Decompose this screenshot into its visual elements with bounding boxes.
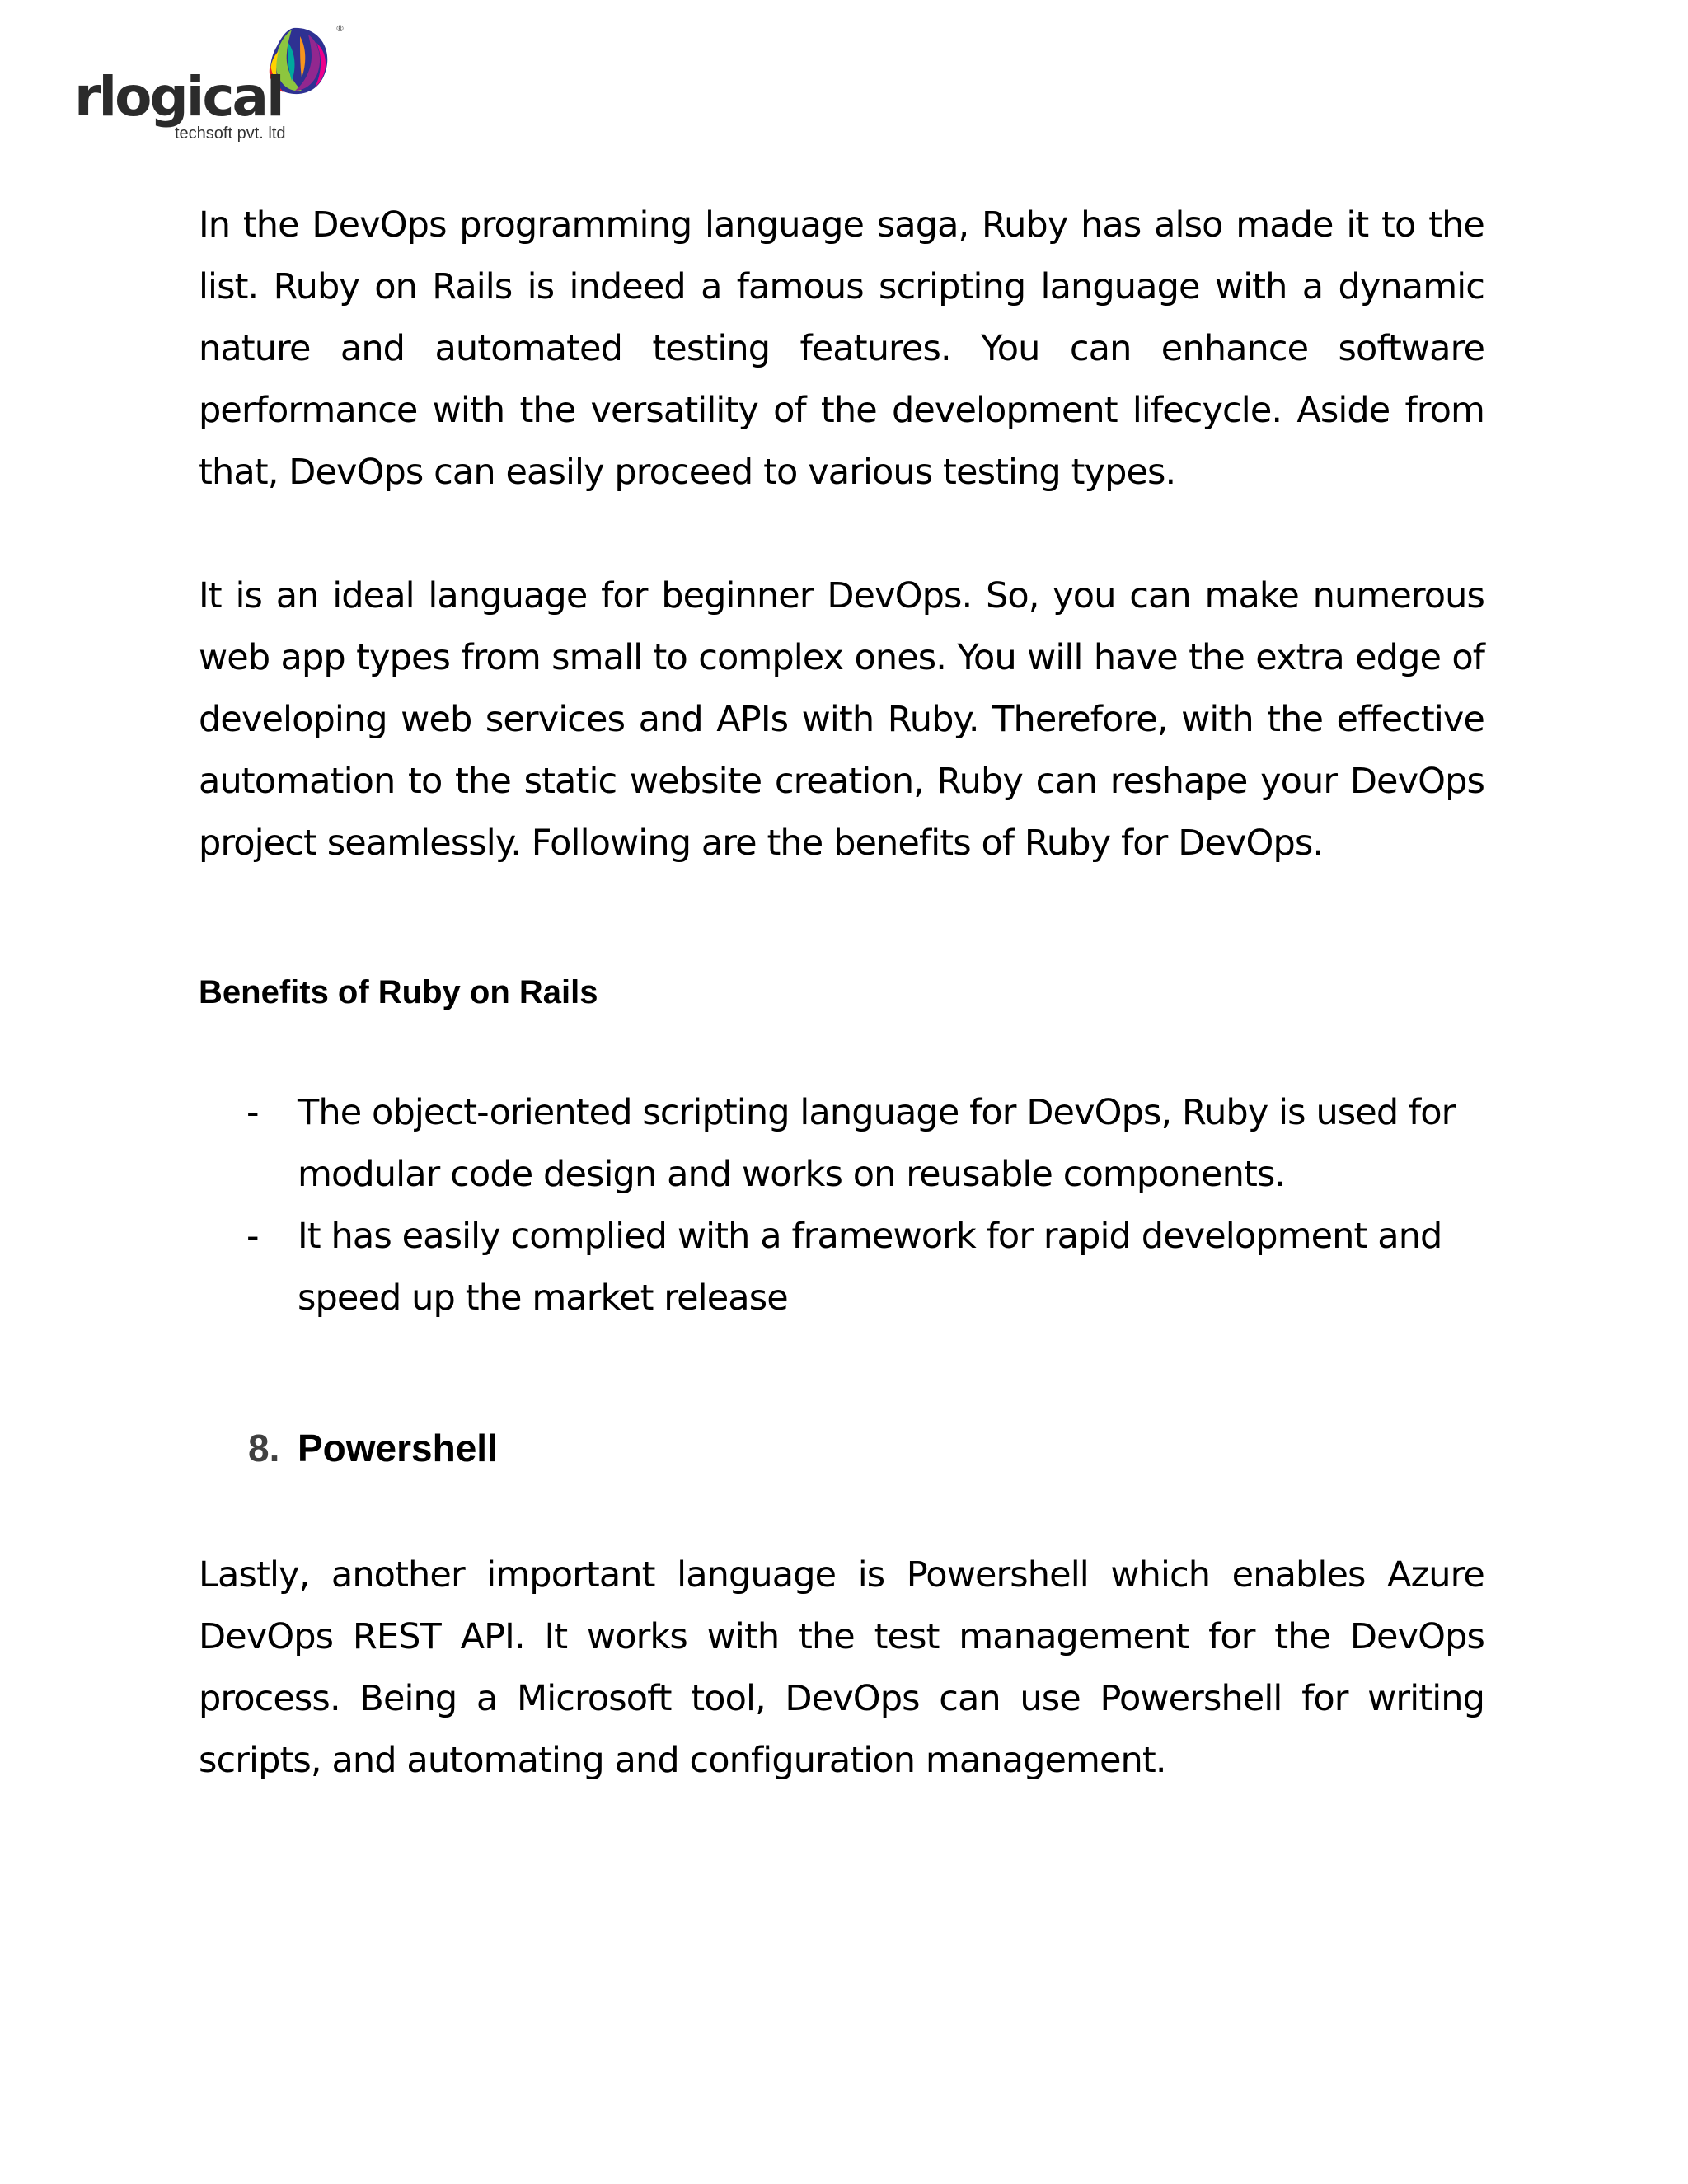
bullet-marker: -: [246, 1216, 259, 1257]
benefits-heading: Benefits of Ruby on Rails: [199, 974, 598, 1010]
list-item: [199, 1082, 1542, 1206]
logo-tagline: techsoft pvt. ltd: [175, 124, 286, 142]
section-number: 8.: [248, 1427, 280, 1469]
list-item-text: It has easily complied with a framework for rapid development and speed up the market release: [298, 1216, 1442, 1319]
section-title: Powershell: [298, 1427, 498, 1469]
registered-mark: ®: [335, 23, 345, 34]
powershell-paragraph: Lastly, another important language is Powershell which enables Azure DevOps REST API. It works with the test management for the DevOps process. Being a Microsoft tool, DevOps can use Powershell for writing scripts, and automating and configuration management.: [199, 1554, 1484, 1781]
section-heading: [199, 1426, 1484, 1471]
company-logo: [73, 18, 353, 142]
list-item: [199, 1206, 1542, 1329]
logo-wordmark: rlogical: [74, 65, 283, 129]
ruby-intro-paragraph: In the DevOps programming language saga, Ruby has also made it to the list. Ruby on Rails is indeed a famous scripting language with a dynamic nature and automated testing features. You can enhance software performance with the versatility of the development lifecycle. Aside from that, DevOps can easily proceed to various testing types.: [199, 204, 1484, 493]
ruby-detail-paragraph: It is an ideal language for beginner DevOps. So, you can make numerous web app types from small to complex ones. You will have the extra edge of developing web services and APIs with Ruby. Therefore, with the effective automation to the static website creation, Ruby can reshape your DevOps project seamlessly. Following are the benefits of Ruby for DevOps.: [199, 575, 1484, 864]
bullet-marker: -: [246, 1092, 259, 1133]
document-body: [199, 194, 1484, 1792]
benefits-list: [199, 1082, 1484, 1329]
list-item-text: The object-oriented scripting language for DevOps, Ruby is used for modular code design and works on reusable components.: [298, 1092, 1456, 1195]
